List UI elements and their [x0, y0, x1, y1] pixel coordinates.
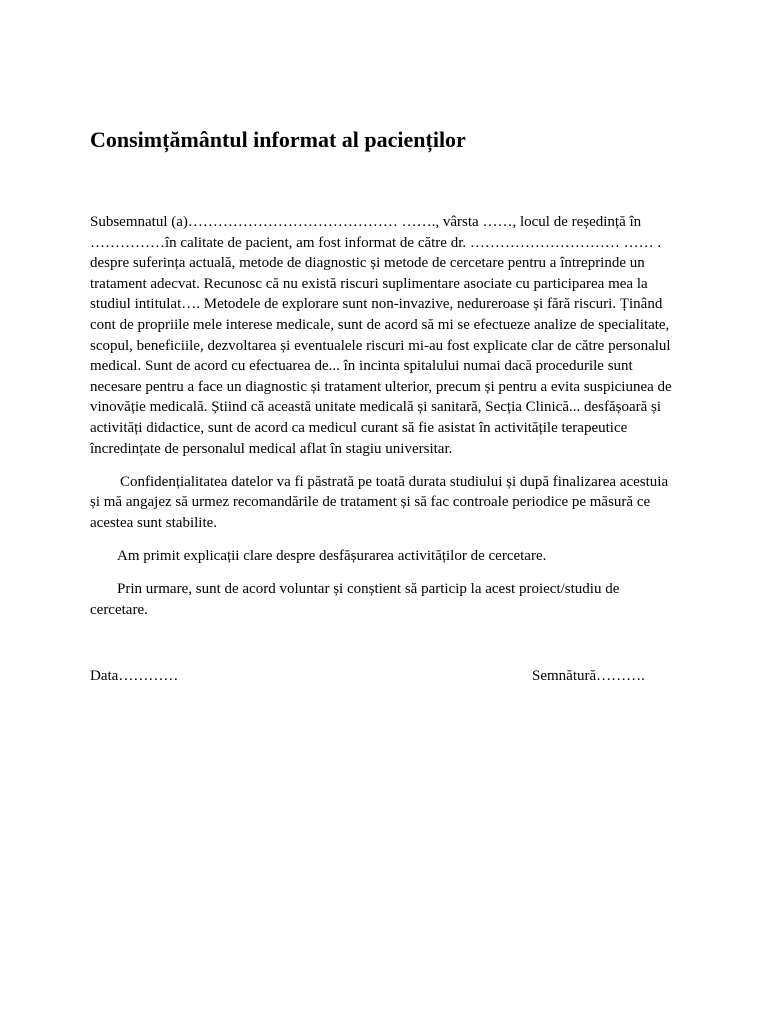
voluntary-agreement-paragraph: Prin urmare, sunt de acord voluntar și conștient să particip la acest proiect/studiu de cercetare.	[90, 581, 620, 618]
document-body	[90, 212, 680, 633]
date-field-label: Data…………	[90, 668, 179, 684]
signature-row	[90, 666, 680, 688]
consent-paragraph-1: Subsemnatul (a)…………………………………… ……., vârsta ……, locul de reședință în ……………în calitate de pacient, am fost informat de către dr. ………………………… …… . despre suferința actuală, metode de diagnostic și metode de cercetare pentru a întreprinde un tratament adecvat. Recunosc că nu există riscuri suplimentare asociate cu participarea mea la studiul intitulat…. Metodele de explorare sunt non-invazive, nedureroase și fără riscuri. Ținând cont de propriile mele interese medicale, sunt de acord să mi se efectueze analize de specialitate, scopul, beneficiile, dezvoltarea și eventualele riscuri mi-au fost explicate clar de către personalul medical. Sunt de acord cu efectuarea de... în incinta spitalului numai dacă procedurile sunt necesare pentru a face un diagnostic și tratament ulterior, precum și pentru a evita suspiciunea de vinovăție medicală. Știind că această unitate medicală și sanitară, Secția Clinică... desfășoară și activități didactice, sunt de acord ca medicul curant să fie asistat în activitățile terapeutice încredințate de personalul medical aflat în stagiu universitar.	[90, 214, 672, 457]
signature-field-label: Semnătură……….	[532, 668, 645, 684]
confidentiality-paragraph: Confidențialitatea datelor va fi păstrată pe toată durata studiului și după finalizarea acestuia și mă angajez să urmez recomandările de tratament și să fac controale periodice pe măsură ce acestea sunt stabilite.	[90, 473, 669, 531]
explanations-paragraph: Am primit explicații clare despre desfășurarea activităților de cercetare.	[117, 547, 547, 564]
document-title: Consimțământul informat al pacienților	[90, 127, 466, 152]
